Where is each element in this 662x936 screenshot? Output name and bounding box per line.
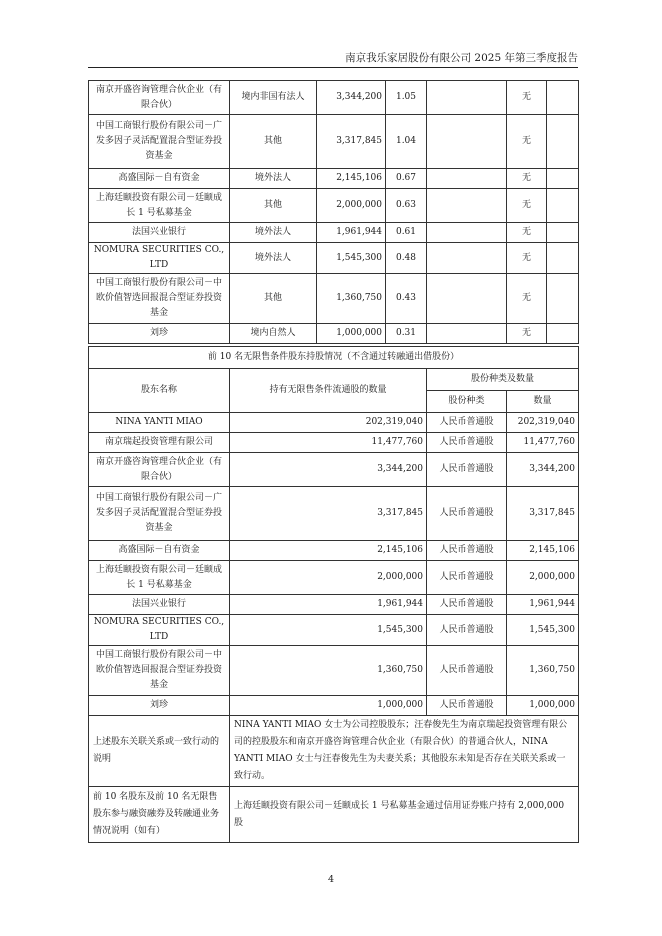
col-share-type: 股份种类 [427, 391, 507, 413]
holding-ratio: 0.63 [386, 189, 427, 223]
pledged-count [547, 81, 579, 115]
holding-ratio: 0.67 [386, 169, 427, 189]
pledged-count [547, 243, 579, 274]
share-type: 人民币普通股 [427, 453, 507, 487]
shareholder-nature: 境内自然人 [230, 324, 317, 344]
restricted-shares [427, 243, 507, 274]
holding-ratio: 0.61 [386, 223, 427, 243]
shareholder-name: NOMURA SECURITIES CO., LTD [89, 615, 230, 646]
share-type: 人民币普通股 [427, 696, 507, 716]
shareholder-row [89, 189, 579, 223]
col-unrestricted-qty: 持有无限售条件流通股的数量 [230, 369, 427, 413]
report-header: 南京我乐家居股份有限公司 2025 年第三季度报告 [345, 52, 578, 64]
restricted-shares [427, 223, 507, 243]
shareholder-nature: 其他 [230, 115, 317, 169]
pledge-status: 无 [507, 324, 547, 344]
holding-ratio: 0.48 [386, 243, 427, 274]
holding-ratio: 0.31 [386, 324, 427, 344]
shareholder-name: 法国兴业银行 [89, 223, 230, 243]
share-count: 2,145,106 [507, 541, 579, 561]
shareholder-name: 中国工商银行股份有限公司－中欧价值智选回报混合型证券投资基金 [89, 274, 230, 324]
share-count: 1,961,944 [507, 595, 579, 615]
shares-held: 2,145,106 [317, 169, 386, 189]
pledged-count [547, 324, 579, 344]
pledge-status: 无 [507, 243, 547, 274]
shareholder-name: 中国工商银行股份有限公司－广发多因子灵活配置混合型证券投资基金 [89, 115, 230, 169]
shareholder-name: 南京开盛咨询管理合伙企业（有限合伙） [89, 453, 230, 487]
pledge-status: 无 [507, 189, 547, 223]
pledged-count [547, 169, 579, 189]
shareholder-nature: 境外法人 [230, 243, 317, 274]
unrestricted-qty: 2,000,000 [230, 561, 427, 595]
col-shareholder-name: 股东名称 [89, 369, 230, 413]
shareholder-name: 上海廷颐投资有限公司－廷颐成长 1 号私募基金 [89, 189, 230, 223]
holding-ratio: 0.43 [386, 274, 427, 324]
shareholder-row [89, 81, 579, 115]
shareholder-name: 刘珍 [89, 324, 230, 344]
page-number: 4 [327, 874, 335, 885]
shares-held: 3,317,845 [317, 115, 386, 169]
unrestricted-row [89, 646, 579, 696]
top10-unrestricted-shareholders-table [88, 346, 579, 843]
margin-trading-label: 前 10 名股东及前 10 名无限售股东参与融资融券及转融通业务情况说明（如有） [89, 787, 230, 843]
shareholder-name: NOMURA SECURITIES CO., LTD [89, 243, 230, 274]
unrestricted-qty: 3,317,845 [230, 487, 427, 541]
unrestricted-row [89, 615, 579, 646]
unrestricted-row [89, 696, 579, 716]
unrestricted-row [89, 487, 579, 541]
shareholder-nature: 其他 [230, 274, 317, 324]
pledge-status: 无 [507, 223, 547, 243]
unrestricted-row [89, 561, 579, 595]
share-count: 2,000,000 [507, 561, 579, 595]
unrestricted-qty: 11,477,760 [230, 433, 427, 453]
unrestricted-row [89, 413, 579, 433]
unrestricted-qty: 1,961,944 [230, 595, 427, 615]
unrestricted-row [89, 453, 579, 487]
shareholder-nature: 境内非国有法人 [230, 81, 317, 115]
shareholder-row [89, 169, 579, 189]
shareholder-name: 刘珍 [89, 696, 230, 716]
unrestricted-qty: 1,360,750 [230, 646, 427, 696]
shareholder-name: 法国兴业银行 [89, 595, 230, 615]
shareholder-row [89, 324, 579, 344]
section-title-row [89, 347, 579, 369]
share-count: 1,360,750 [507, 646, 579, 696]
share-type: 人民币普通股 [427, 541, 507, 561]
shareholder-name: 南京瑞起投资管理有限公司 [89, 433, 230, 453]
shareholder-row [89, 243, 579, 274]
shareholder-row [89, 274, 579, 324]
shares-held: 1,360,750 [317, 274, 386, 324]
holding-ratio: 1.05 [386, 81, 427, 115]
margin-trading-row [89, 787, 579, 843]
top10-shareholders-table-continued [88, 80, 579, 344]
share-type: 人民币普通股 [427, 487, 507, 541]
shares-held: 1,961,944 [317, 223, 386, 243]
shareholder-name: 南京开盛咨询管理合伙企业（有限合伙） [89, 81, 230, 115]
pledge-status: 无 [507, 274, 547, 324]
relation-text: NINA YANTI MIAO 女士为公司控股股东；汪春俊先生为南京瑞起投资管理有限公司的控股股东和南京开盛咨询管理合伙企业（有限合伙）的普通合伙人，NINA YANTI MIAO 女士与汪春俊先生为夫妻关系；其他股东未知是否存在关联关系或一致行动。 [230, 716, 579, 787]
shareholder-name: 上海廷颐投资有限公司－廷颐成长 1 号私募基金 [89, 561, 230, 595]
pledge-status: 无 [507, 81, 547, 115]
unrestricted-qty: 2,145,106 [230, 541, 427, 561]
restricted-shares [427, 115, 507, 169]
shareholder-name: NINA YANTI MIAO [89, 413, 230, 433]
unrestricted-qty: 3,344,200 [230, 453, 427, 487]
header-divider [88, 67, 578, 68]
unrestricted-row [89, 433, 579, 453]
shares-held: 3,344,200 [317, 81, 386, 115]
share-count: 3,317,845 [507, 487, 579, 541]
share-type: 人民币普通股 [427, 433, 507, 453]
unrestricted-qty: 1,000,000 [230, 696, 427, 716]
shareholder-row [89, 115, 579, 169]
restricted-shares [427, 274, 507, 324]
relation-row [89, 716, 579, 787]
section-title: 前 10 名无限售条件股东持股情况（不含通过转融通出借股份） [89, 347, 579, 369]
restricted-shares [427, 324, 507, 344]
relation-label: 上述股东关联关系或一致行动的说明 [89, 716, 230, 787]
column-header-row [89, 369, 579, 391]
unrestricted-qty: 202,319,040 [230, 413, 427, 433]
share-count: 1,000,000 [507, 696, 579, 716]
col-share-type-group: 股份种类及数量 [427, 369, 579, 391]
unrestricted-row [89, 541, 579, 561]
share-type: 人民币普通股 [427, 413, 507, 433]
pledged-count [547, 274, 579, 324]
share-type: 人民币普通股 [427, 595, 507, 615]
shares-held: 2,000,000 [317, 189, 386, 223]
shares-held: 1,545,300 [317, 243, 386, 274]
pledge-status: 无 [507, 115, 547, 169]
holding-ratio: 1.04 [386, 115, 427, 169]
share-count: 3,344,200 [507, 453, 579, 487]
share-count: 1,545,300 [507, 615, 579, 646]
restricted-shares [427, 189, 507, 223]
restricted-shares [427, 169, 507, 189]
share-count: 202,319,040 [507, 413, 579, 433]
share-type: 人民币普通股 [427, 615, 507, 646]
share-type: 人民币普通股 [427, 646, 507, 696]
shareholder-name: 高盛国际－自有资金 [89, 541, 230, 561]
restricted-shares [427, 81, 507, 115]
shareholder-nature: 境外法人 [230, 169, 317, 189]
unrestricted-row [89, 595, 579, 615]
shareholder-name: 高盛国际－自有资金 [89, 169, 230, 189]
shareholder-nature: 境外法人 [230, 223, 317, 243]
col-share-count: 数量 [507, 391, 579, 413]
margin-trading-text: 上海廷颐投资有限公司－廷颐成长 1 号私募基金通过信用证券账户持有 2,000,000 股 [230, 787, 579, 843]
shareholder-nature: 其他 [230, 189, 317, 223]
unrestricted-qty: 1,545,300 [230, 615, 427, 646]
shareholder-name: 中国工商银行股份有限公司－中欧价值智选回报混合型证券投资基金 [89, 646, 230, 696]
pledged-count [547, 223, 579, 243]
shares-held: 1,000,000 [317, 324, 386, 344]
pledged-count [547, 189, 579, 223]
pledge-status: 无 [507, 169, 547, 189]
shareholder-name: 中国工商银行股份有限公司－广发多因子灵活配置混合型证券投资基金 [89, 487, 230, 541]
pledged-count [547, 115, 579, 169]
share-count: 11,477,760 [507, 433, 579, 453]
share-type: 人民币普通股 [427, 561, 507, 595]
shareholder-row [89, 223, 579, 243]
